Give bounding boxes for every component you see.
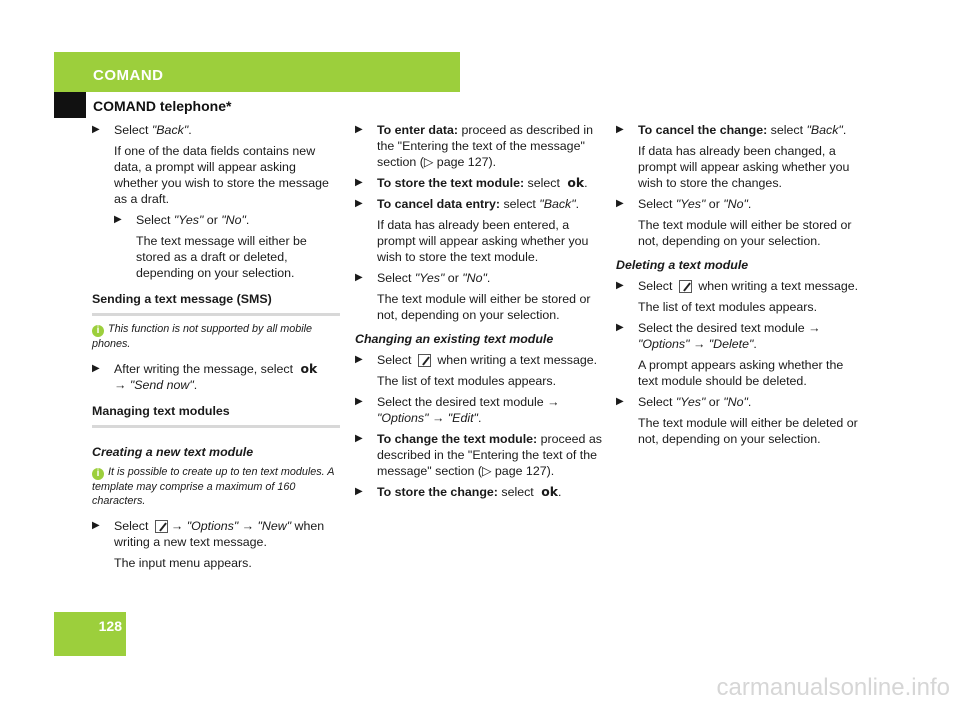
list-item: ▶ Select "Yes" or "No". xyxy=(355,271,491,285)
text-input-icon xyxy=(418,354,431,367)
list-item: ▶ To cancel data entry: select "Back". xyxy=(355,197,580,211)
paragraph: If one of the data fields contains new data, a prompt will appear asking whether you wish to store the message as a draft. xyxy=(114,144,329,206)
list-item: ▶ Select "Yes" or "No". xyxy=(114,213,250,227)
list-item: ▶ Select the desired text module → "Options" → "Delete". xyxy=(616,321,821,351)
bullet-arrow-icon: ▶ xyxy=(114,214,122,225)
info-icon: i xyxy=(92,468,104,480)
list-item: ▶ To enter data: proceed as described in the "Entering the text of the message" section (▷ page 127). xyxy=(355,123,594,169)
watermark: carmanualsonline.info xyxy=(716,674,950,701)
bullet-arrow-icon: ▶ xyxy=(616,198,624,209)
paragraph: The input menu appears. xyxy=(114,556,252,570)
section-heading: Sending a text message (SMS) xyxy=(92,292,272,306)
list-item: ▶ Select "Back". xyxy=(92,123,192,137)
list-item: ▶ To cancel the change: select "Back". xyxy=(616,123,847,137)
bullet-arrow-icon: ▶ xyxy=(92,520,100,531)
info-icon: i xyxy=(92,325,104,337)
paragraph: If data has already been entered, a prompt will appear asking whether you wish to store the text module. xyxy=(377,218,589,264)
ok-icon: ok xyxy=(300,361,318,376)
bullet-arrow-icon: ▶ xyxy=(92,363,100,374)
bullet-arrow-icon: ▶ xyxy=(616,124,624,135)
text-input-icon xyxy=(679,280,692,293)
paragraph: The text message will either be stored as a draft or deleted, depending on your selection. xyxy=(136,234,307,280)
list-item: ▶ To store the text module: select ok. xyxy=(355,175,588,190)
list-item: ▶ To change the text module: proceed as described in the "Entering the text of the message" section (▷ page 127). xyxy=(355,432,602,478)
list-item: ▶ Select → "Options" → "New" when writing a new text message. xyxy=(92,519,325,549)
list-item: ▶ Select "Yes" or "No". xyxy=(616,197,752,211)
list-item: ▶ After writing the message, select ok → "Send now". xyxy=(92,361,318,392)
subsection-heading: Deleting a text module xyxy=(616,258,749,272)
text-input-icon xyxy=(155,520,168,533)
paragraph: A prompt appears asking whether the text module should be deleted. xyxy=(638,358,844,388)
list-item: ▶ Select when writing a text message. xyxy=(616,279,859,293)
ok-icon: ok xyxy=(541,484,558,499)
bullet-arrow-icon: ▶ xyxy=(616,280,624,291)
bullet-arrow-icon: ▶ xyxy=(355,177,363,188)
bullet-arrow-icon: ▶ xyxy=(355,433,363,444)
page-number: 128 xyxy=(98,618,122,634)
bullet-arrow-icon: ▶ xyxy=(355,124,363,135)
bullet-arrow-icon: ▶ xyxy=(355,272,363,283)
subsection-heading: Changing an existing text module xyxy=(355,332,554,346)
paragraph: If data has already been changed, a prompt will appear asking whether you wish to store the changes. xyxy=(638,144,850,190)
running-title: COMAND telephone* xyxy=(93,98,232,114)
page-number-block xyxy=(54,612,126,656)
list-item: ▶ Select "Yes" or "No". xyxy=(616,395,752,409)
section-label: COMAND xyxy=(93,67,164,84)
list-item: ▶ Select the desired text module → "Options" → "Edit". xyxy=(355,395,560,425)
list-item: ▶ To store the change: select ok. xyxy=(355,484,562,499)
subsection-heading: Creating a new text module xyxy=(92,445,254,459)
paragraph: The text module will either be stored or not, depending on your selection. xyxy=(377,292,591,322)
column-1 xyxy=(92,122,340,576)
info-note: i This function is not supported by all mobile phones. xyxy=(92,323,313,350)
section-heading: Managing text modules xyxy=(92,404,230,418)
paragraph: The text module will either be stored or not, depending on your selection. xyxy=(638,218,852,248)
bullet-arrow-icon: ▶ xyxy=(355,486,363,497)
paragraph: The text module will either be deleted or not, depending on your selection. xyxy=(638,416,858,446)
paragraph: The list of text modules appears. xyxy=(638,300,818,314)
bullet-arrow-icon: ▶ xyxy=(355,198,363,209)
divider xyxy=(92,425,340,428)
column-2 xyxy=(355,122,603,505)
info-note: i It is possible to create up to ten text modules. A template may comprise a maximum of 160 characters. xyxy=(92,466,335,507)
ok-icon: ok xyxy=(567,175,585,190)
list-item: ▶ Select when writing a text message. xyxy=(355,353,598,367)
bullet-arrow-icon: ▶ xyxy=(616,322,624,333)
header-black-tab xyxy=(54,92,86,118)
divider xyxy=(92,313,340,316)
bullet-arrow-icon: ▶ xyxy=(616,396,624,407)
bullet-arrow-icon: ▶ xyxy=(355,354,363,365)
column-3 xyxy=(616,122,864,452)
paragraph: The list of text modules appears. xyxy=(377,374,557,388)
bullet-arrow-icon: ▶ xyxy=(355,396,363,407)
bullet-arrow-icon: ▶ xyxy=(92,124,100,135)
